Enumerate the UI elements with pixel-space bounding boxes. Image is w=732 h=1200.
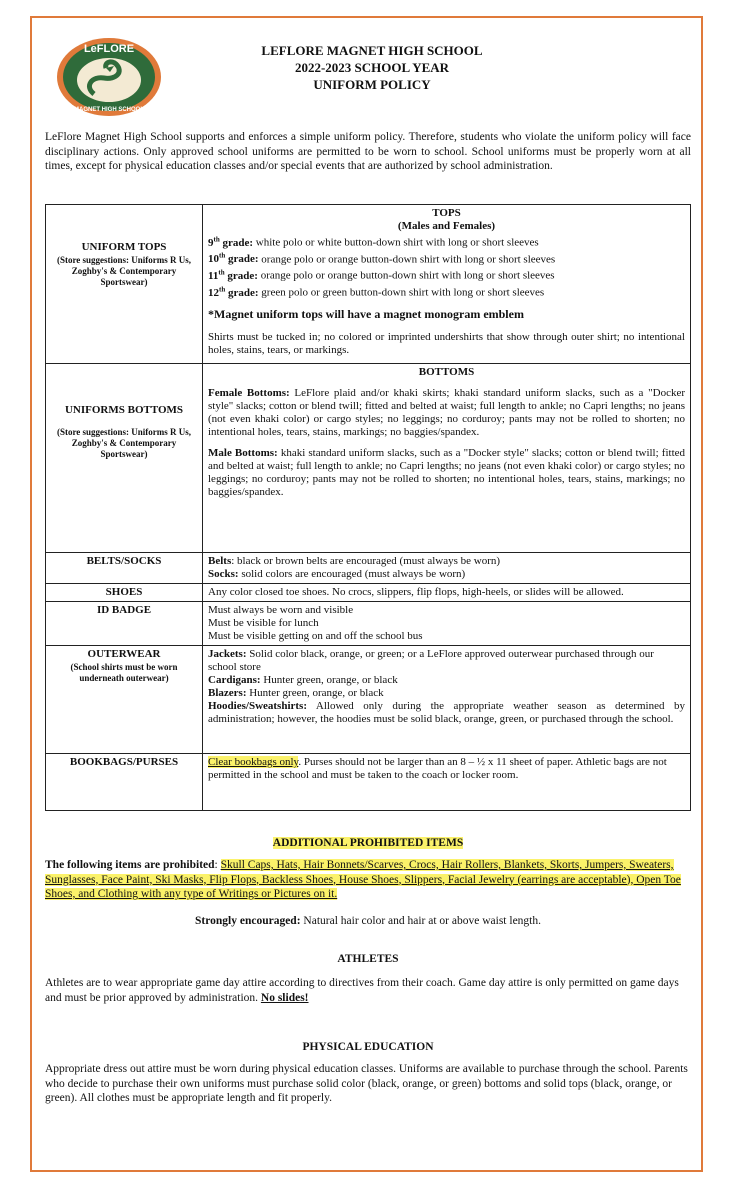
school-logo: [54, 36, 164, 118]
grade-9: 9th grade: white polo or white button-down shirt with long or short sleeves: [208, 235, 539, 249]
intro-paragraph: LeFlore Magnet High School supports and enforces a simple uniform policy. Therefore, students who violate the uniform policy will face disciplinary actions. Only approved school uniforms are permitted to be worn to school. School uniforms must be properly worn at all times, except for physical education classes and/or special events that are authorized by school administration.: [45, 131, 691, 172]
pe-paragraph: Appropriate dress out attire must be worn during physical education classes. Uniforms are available to purchase through the school. Parents who decide to purchase their own uniforms must purchase solid color (black, orange, or green) bottoms and solid tops (black, orange, or green). All clothes must be appropriate length and fit properly.: [45, 1063, 688, 1104]
tops-row: [46, 205, 691, 364]
bookbags-label: BOOKBAGS/PURSES: [46, 754, 203, 811]
male-bottoms: Male Bottoms: khaki standard uniform slacks, such as a "Docker style" slacks; cotton or blend twill; fitted and belted at waist; full length to ankle; no Capri lengths; no jeans (not even khaki color) or cargo styles; no leggings; no corduroy; pants may not be rolled to shorten; no intentional holes, tears, stains, markings; no baggies/spandex.: [208, 447, 686, 498]
athletes-text: Athletes are to wear appropriate game day attire according to directives from their coach. Game day attire is only permitted on game days and must be prior approved by administration.: [45, 977, 679, 1004]
tucked-note: Shirts must be tucked in; no colored or imprinted undershirts that show through outer shirt; no intentional holes, stains, tears, or markings.: [208, 330, 685, 356]
no-slides-emphasis: No slides!: [260, 991, 309, 1004]
bookbags-content: [203, 754, 691, 811]
prohibited-title-wrap: [45, 836, 691, 851]
outerwear-note: (School shirts must be worn underneath outerwear): [70, 662, 178, 683]
bottoms-label-cell: [46, 364, 203, 553]
logo-ring-text: MAGNET HIGH SCHOOL: [74, 107, 144, 113]
id-badge-content: [203, 602, 691, 646]
tops-subtitle: (Males and Females): [397, 220, 496, 232]
encouraged-label: Strongly encouraged:: [195, 915, 301, 927]
bookbags-text: . Purses should not be larger than an 8 – ½ x 11 sheet of paper. Athletic bags are not permitted in the school and must be taken to the coach or locker room.: [208, 756, 667, 781]
bottoms-label: UNIFORMS BOTTOMS: [64, 404, 184, 416]
uniform-policy-table: [45, 204, 691, 811]
grade-11: 11th grade: orange polo or orange button-down shirt with long or short sleeves: [208, 268, 555, 282]
shoes-label: SHOES: [46, 584, 203, 602]
outerwear-label-cell: [46, 646, 203, 754]
female-bottoms: Female Bottoms: LeFlore plaid and/or khaki skirts; khaki standard uniform slacks, such as a "Docker style" slacks; cotton or blend twill; fitted and belted at waist; full length to ankle; no Capri lengths; no jeans (not even khaki color) or cargo styles; no leggings; no corduroy; pants may not be rolled to shorten; no intentional holes, tears, stains, markings; no baggies/spandex.: [208, 387, 685, 438]
prohibited-title: ADDITIONAL PROHIBITED ITEMS: [272, 837, 464, 849]
tops-store-suggestions: (Store suggestions: Uniforms R Us, Zoghby's & Contemporary Sportswear): [56, 255, 192, 287]
id-badge-line: Must always be worn and visible: [208, 604, 354, 616]
tops-label-cell: [46, 205, 203, 364]
shoes-text: Any color closed toe shoes. No crocs, slippers, flip flops, high-heels, or slides will be allowed.: [203, 584, 691, 602]
encouraged-paragraph: [45, 914, 691, 929]
bookbags-row: [46, 754, 691, 811]
outerwear-label: OUTERWEAR: [87, 648, 161, 660]
id-badge-line: Must be visible for lunch: [208, 617, 319, 629]
grade-12: 12th grade: green polo or green button-down shirt with long or short sleeves: [208, 284, 545, 299]
school-year: 2022-2023 SCHOOL YEAR: [294, 60, 450, 75]
belts-socks-row: [46, 553, 691, 584]
prohibited-items: Skull Caps, Hats, Hair Bonnets/Scarves, Crocs, Hair Rollers, Blankets, Skorts, Jumpers, Sweaters, Sunglasses, Face Paint, Ski Masks, Flip Flops, Backless Shoes, House Shoes, Slippers, Facial Jewelry (earrings are acceptable), Open Toe Shoes, and Clothing with any type of Writings or Pictures on it.: [45, 859, 681, 900]
hoodies-text: Hoodies/Sweatshirts: Allowed only during the appropriate weather season as determined by administration; however, the hoodies must be solid black, orange, green, or purchased through the school.: [208, 700, 685, 725]
outerwear-content: [203, 646, 691, 754]
belts-socks-content: [203, 553, 691, 584]
outerwear-row: [46, 646, 691, 754]
tops-content-cell: [203, 205, 691, 364]
socks-text: Socks: solid colors are encouraged (must always be worn): [208, 568, 466, 580]
bottoms-store-suggestions: (Store suggestions: Uniforms R Us, Zoghby's & Contemporary Sportswear): [56, 427, 192, 459]
id-badge-line: Must be visible getting on and off the school bus: [208, 630, 423, 642]
id-badge-row: [46, 602, 691, 646]
prohibited-lead: The following items are prohibited: [45, 859, 215, 871]
tops-label: UNIFORM TOPS: [81, 241, 167, 253]
jackets-text: Jackets: Solid color black, orange, or green; or a LeFlore approved outerwear purchased through our school store: [208, 648, 654, 673]
clear-bookbags-highlight: Clear bookbags only: [208, 756, 299, 768]
shoes-row: [46, 584, 691, 602]
pe-title: PHYSICAL EDUCATION: [302, 1041, 434, 1053]
athletes-paragraph: [45, 976, 691, 1005]
id-badge-label: ID BADGE: [46, 602, 203, 646]
belts-socks-label: BELTS/SOCKS: [46, 553, 203, 584]
bottoms-row: [46, 364, 691, 553]
document-header: [162, 42, 582, 93]
emblem-note: *Magnet uniform tops will have a magnet monogram emblem: [208, 306, 524, 321]
bottoms-content-cell: [203, 364, 691, 553]
encouraged-text: Natural hair color and hair at or above waist length.: [300, 915, 541, 927]
belts-text: Belts: black or brown belts are encouraged (must always be worn): [208, 555, 501, 567]
blazers-text: Blazers: Hunter green, orange, or black: [208, 687, 384, 699]
grade-10: 10th grade: orange polo or orange button-down shirt with long or short sleeves: [208, 251, 556, 266]
bottoms-title: BOTTOMS: [418, 366, 475, 378]
athletes-title: ATHLETES: [337, 953, 399, 965]
school-name: LEFLORE MAGNET HIGH SCHOOL: [261, 43, 483, 58]
document-title: UNIFORM POLICY: [313, 77, 431, 92]
tops-title: TOPS: [432, 207, 461, 219]
document-page: [30, 16, 703, 1172]
cardigans-text: Cardigans: Hunter green, orange, or black: [208, 674, 398, 686]
prohibited-paragraph: The following items are prohibited: Skull Caps, Hats, Hair Bonnets/Scarves, Crocs, Hair Rollers, Blankets, Skorts, Jumpers, Sweaters, Sunglasses, Face Paint, Ski Masks, Flip Flops, Backless Shoes, House Shoes, Slippers, Facial Jewelry (earrings are acceptable), Open Toe Shoes, and Clothing with any type of Writings or Pictures on it.: [45, 859, 681, 900]
logo-top-text: LeFLORE: [83, 43, 135, 55]
